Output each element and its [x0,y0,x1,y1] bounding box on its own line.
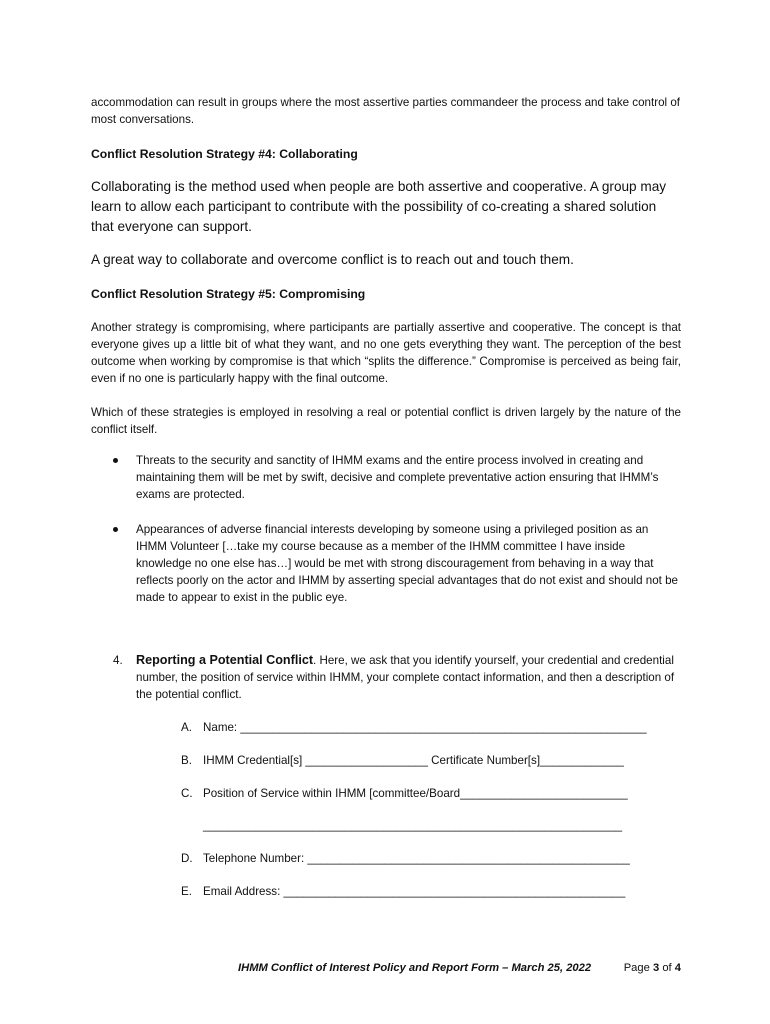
strategy-4-heading: Conflict Resolution Strategy #4: Collaborating [91,147,358,162]
telephone-field[interactable] [181,850,681,867]
strategy-4-paragraph-2: A great way to collaborate and overcome conflict is to reach out and touch them. [91,252,574,268]
intro-paragraph: accommodation can result in groups where the most assertive parties commandeer the process and take control of most conversations. [91,96,680,127]
strategy-4-paragraph-1: Collaborating is the method used when people are both assertive and cooperative. A group may learn to allow each participant to contribute with the possibility of co-creating a shared solution that everyone can support. [91,179,667,234]
report-form-fields [91,719,681,900]
email-field[interactable] [181,883,681,900]
section-4-title: Reporting a Potential Conflict [136,652,314,667]
document-body [91,94,681,900]
page-total: 4 [674,962,681,974]
policy-bullet-list [91,452,681,607]
strategy-5-paragraph-1: Another strategy is compromising, where participants are partially assertive and cooperative. The concept is that everyone gives up a little bit of what they want, and no one gets everything they want. The perception of the best outcome when working by compromise is that which “splits the difference.” Compromise is perceived as being fair, even if no one is particularly happy with the final outcome. [91,320,681,386]
bullet-item [91,452,681,504]
page-number [624,960,681,976]
page-label: Page [623,962,650,974]
field-text: Telephone Number: __________________________________________________ [203,852,630,866]
strategy-5-heading: Conflict Resolution Strategy #5: Compromising [91,286,366,301]
field-text: Email Address: _____________________________________________________ [203,885,626,899]
field-letter: D. [181,852,193,866]
section-4-reporting [91,652,681,704]
field-letter: A. [181,721,192,735]
field-text: Position of Service within IHMM [committee/Board__________________________ [203,787,628,801]
field-text: Name: _______________________________________________________________ [203,721,647,735]
position-of-service-field[interactable] [181,785,681,802]
bullet-text: Appearances of adverse financial interests developing by someone using a privileged position as an IHMM Volunteer […take my course because as a member of the IHMM committee I have inside knowledge no one else has…] would be met with strong discouragement from behaving in a way that reflects poorly on the actor and IHMM by asserting special advantages that do not exist and should not be made to appear to exist in the public eye. [136,522,679,605]
field-text: IHMM Credential[s] ___________________ Certificate Number[s]_____________ [203,754,624,768]
field-letter: B. [181,754,192,768]
field-letter: C. [181,787,193,801]
footer-title: IHMM Conflict of Interest Policy and Report Form – March 25, 2022 [238,962,592,974]
name-field[interactable] [181,719,681,736]
section-4-number: 4. [113,653,123,667]
position-of-service-continuation-field[interactable] [181,817,681,834]
credential-field[interactable] [181,752,681,769]
page-of: of [662,962,672,974]
bullet-text: Threats to the security and sanctity of IHMM exams and the entire process involved in creating and maintaining them will be met by swift, decisive and complete preventative action ensuring that IHMM’s exams are protected. [136,454,659,502]
field-text: _________________________________________________________________ [203,819,623,833]
field-letter: E. [181,885,192,899]
section-4-text: . Here, we ask that you identify yourself, your credential and credential number, the position of service within IHMM, your complete contact information, and then a description of the potential conflict. [136,653,675,702]
bullet-icon [113,458,118,463]
bullet-item [91,521,681,607]
strategy-5-paragraph-2: Which of these strategies is employed in resolving a real or potential conflict is driven largely by the nature of the conflict itself. [91,405,681,436]
bullet-icon [113,527,118,532]
page-current: 3 [652,962,660,974]
page-footer [238,960,681,976]
